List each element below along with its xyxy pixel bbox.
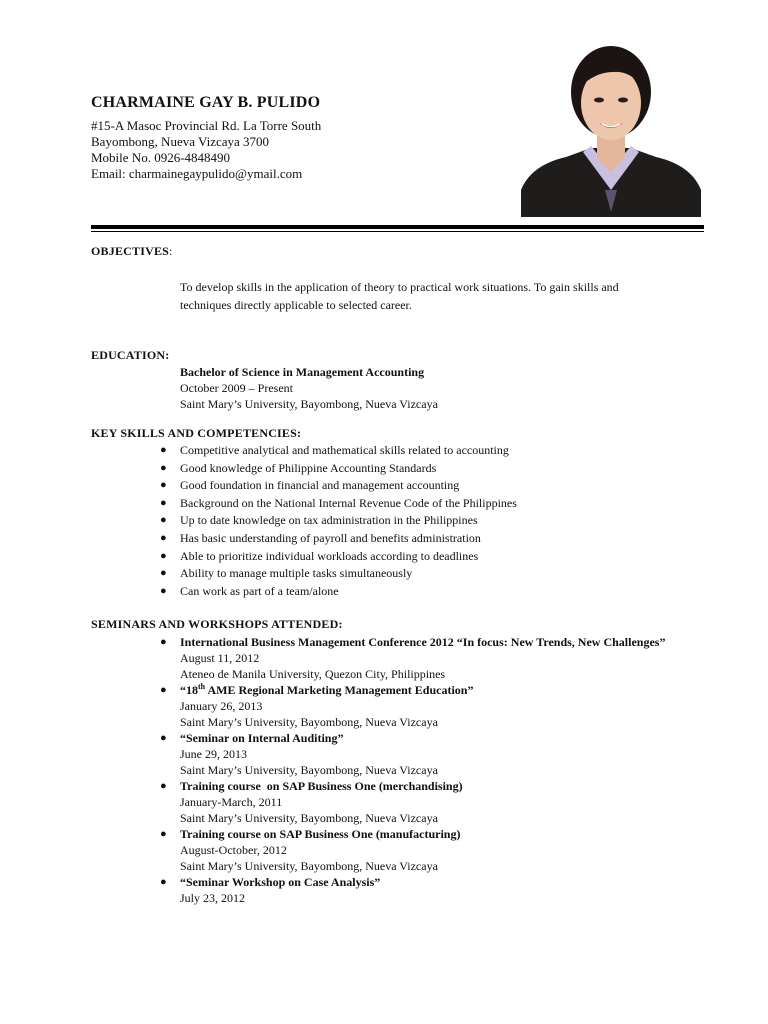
bullet-icon: ●	[160, 531, 167, 544]
seminar-venue: Saint Mary’s University, Bayombong, Nueva Vizcaya	[180, 859, 438, 873]
seminars-list	[160, 634, 680, 906]
objectives-heading-colon: :	[169, 244, 173, 258]
objectives-heading	[91, 244, 173, 259]
list-item	[160, 583, 680, 601]
header-divider-thin	[91, 231, 704, 232]
bullet-icon: ●	[160, 461, 167, 474]
bullet-icon: ●	[160, 479, 167, 492]
seminar-venue: Saint Mary’s University, Bayombong, Nueva Vizcaya	[180, 811, 438, 825]
seminars-heading: SEMINARS AND WORKSHOPS ATTENDED:	[91, 617, 343, 631]
bullet-icon: ●	[160, 549, 167, 562]
skills-list	[160, 442, 680, 600]
bullet-icon: ●	[160, 584, 167, 597]
bullet-icon: ●	[160, 684, 167, 696]
address-line-2: Bayombong, Nueva Vizcaya 3700	[91, 134, 270, 149]
seminar-venue: Saint Mary’s University, Bayombong, Nueva Vizcaya	[180, 715, 438, 729]
contact-header	[91, 94, 321, 182]
skill-text: Competitive analytical and mathematical skills related to accounting	[180, 443, 509, 457]
skills-heading: KEY SKILLS AND COMPETENCIES:	[91, 426, 302, 440]
seminar-venue: Saint Mary’s University, Bayombong, Nueva Vizcaya	[180, 763, 438, 777]
address-line-1: #15-A Masoc Provincial Rd. La Torre South	[91, 118, 322, 133]
skill-text: Has basic understanding of payroll and benefits administration	[180, 530, 481, 545]
bullet-icon: ●	[160, 732, 167, 744]
education-heading: EDUCATION:	[91, 348, 170, 362]
seminar-title: Training course on SAP Business One (merchandising)	[180, 779, 463, 793]
list-item	[160, 826, 680, 874]
objectives-text: To develop skills in the application of theory to practical work situations. To gain skills and techniques directly applicable to selected career.	[180, 280, 619, 312]
list-item	[160, 874, 680, 906]
skill-text: Background on the National Internal Revenue Code of the Philippines	[180, 495, 517, 510]
skill-text: Up to date knowledge on tax administration in the Philippines	[180, 513, 478, 528]
seminar-date: June 29, 2013	[180, 747, 247, 761]
seminar-date: January-March, 2011	[180, 795, 283, 809]
list-item	[160, 548, 680, 566]
bullet-icon: ●	[160, 636, 167, 648]
applicant-photo	[521, 40, 701, 217]
seminar-title: “Seminar Workshop on Case Analysis”	[180, 875, 381, 889]
seminar-date: August 11, 2012	[180, 651, 260, 665]
seminar-venue: Ateneo de Manila University, Quezon City, Philippines	[180, 667, 446, 681]
seminar-title-post: AME Regional Marketing Management Education”	[205, 683, 474, 697]
applicant-name: CHARMAINE GAY B. PULIDO	[91, 94, 321, 111]
bullet-icon: ●	[160, 444, 167, 456]
list-item	[160, 565, 680, 583]
seminar-title-pre: “18	[180, 683, 198, 697]
list-item	[160, 460, 680, 478]
bullet-icon: ●	[160, 496, 167, 509]
seminar-date: July 23, 2012	[180, 891, 246, 905]
bullet-icon: ●	[160, 780, 167, 792]
skill-text: Ability to manage multiple tasks simultaneously	[180, 566, 413, 581]
list-item	[160, 530, 680, 548]
list-item	[160, 778, 680, 826]
seminar-title: International Business Management Conference 2012 “In focus: New Trends, New Challenges”	[180, 635, 666, 649]
list-item	[160, 730, 680, 778]
list-item	[160, 495, 680, 513]
education-degree: Bachelor of Science in Management Accounting	[180, 365, 425, 379]
mobile-number: Mobile No. 0926-4848490	[91, 150, 231, 165]
seminar-date: January 26, 2013	[180, 699, 263, 713]
email-address: Email: charmainegaypulido@ymail.com	[91, 166, 303, 181]
objectives-heading-text: OBJECTIVES	[91, 244, 170, 258]
list-item	[160, 682, 680, 730]
skill-text: Good foundation in financial and management accounting	[180, 478, 460, 493]
seminar-title-sup: th	[198, 682, 206, 691]
list-item	[160, 634, 680, 682]
seminar-date: August-October, 2012	[180, 843, 287, 857]
bullet-icon: ●	[160, 828, 167, 840]
bullet-icon: ●	[160, 567, 167, 580]
list-item	[160, 442, 680, 460]
education-school: Saint Mary’s University, Bayombong, Nueva Vizcaya	[180, 397, 438, 411]
seminar-title	[180, 682, 680, 698]
header-divider-thick	[91, 225, 704, 229]
education-entry	[180, 364, 438, 412]
portrait-illustration	[521, 40, 701, 217]
bullet-icon: ●	[160, 876, 167, 888]
seminar-title: “Seminar on Internal Auditing”	[180, 731, 344, 745]
skill-text: Able to prioritize individual workloads according to deadlines	[180, 548, 479, 563]
skill-text: Can work as part of a team/alone	[180, 583, 339, 598]
education-dates: October 2009 – Present	[180, 381, 293, 395]
skill-text: Good knowledge of Philippine Accounting Standards	[180, 460, 437, 475]
seminar-title: Training course on SAP Business One (manufacturing)	[180, 827, 461, 841]
list-item	[160, 512, 680, 530]
bullet-icon: ●	[160, 514, 167, 527]
list-item	[160, 477, 680, 495]
